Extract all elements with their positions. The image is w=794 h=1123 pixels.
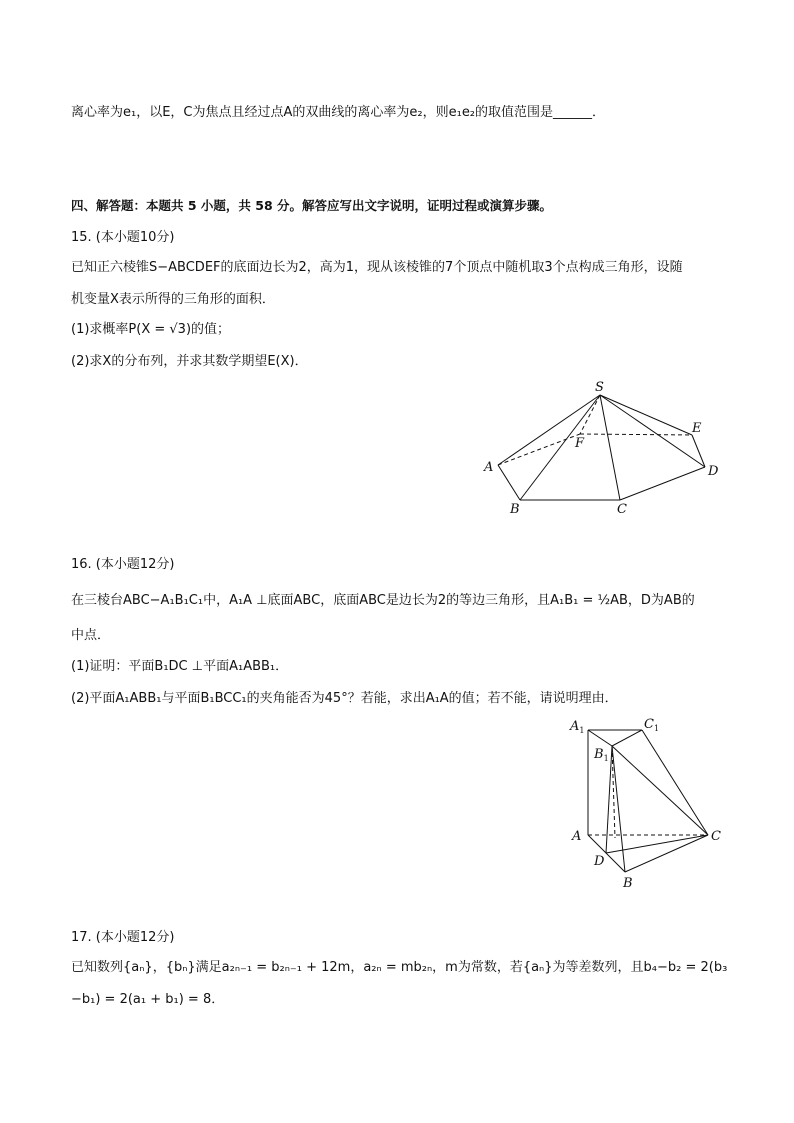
q17-stem-line1: 已知数列{aₙ}，{bₙ}满足a₂ₙ₋₁ = b₂ₙ₋₁ + 12m，a₂ₙ = mb₂ₙ，m为常数，若{aₙ}为等差数列，且b₄−b₂ = 2(b₃ — [71, 960, 728, 975]
vertex-label-C1: $C_1$ — [644, 717, 660, 733]
vertex-label-A: A — [572, 829, 582, 844]
vertex-label-F: F — [575, 436, 585, 451]
vertex-label-B: B — [623, 876, 633, 891]
q16-stem-line1: 在三棱台ABC−A₁B₁C₁中，A₁A ⊥底面ABC，底面ABC是边长为2的等边三角形，且A₁B₁ = ½AB，D为AB的 — [71, 593, 695, 608]
q17-header: 17. (本小题12分) — [71, 930, 175, 945]
q15-header: 15. (本小题10分) — [71, 230, 175, 245]
q15-part1: (1)求概率P(X = √3)的值； — [71, 322, 231, 337]
hexagonal-pyramid-figure — [470, 375, 730, 525]
vertex-label-A: A — [484, 460, 494, 475]
q15-stem-line2: 机变量X表示所得的三角形的面积． — [71, 292, 275, 307]
q16-stem-line2: 中点． — [71, 628, 111, 643]
q15-stem-line1: 已知正六棱锥S−ABCDEF的底面边长为2，高为1，现从该棱锥的7个顶点中随机取3个点构成三角形，设随 — [71, 260, 683, 275]
vertex-label-A1: $A_1$ — [570, 719, 585, 735]
vertex-label-B: B — [510, 502, 520, 517]
q14-tail-text: 离心率为e₁，以E，C为焦点且经过点A的双曲线的离心率为e₂，则e₁e₂的取值范围是______． — [71, 105, 606, 120]
q16-part2: (2)平面A₁ABB₁与平面B₁BCC₁的夹角能否为45°？若能，求出A₁A的值；若不能，请说明理由． — [71, 691, 618, 706]
section-heading: 四、解答题：本题共 5 小题，共 58 分。解答应写出文字说明，证明过程或演算步骤。 — [71, 198, 553, 213]
vertex-label-D: D — [708, 464, 719, 479]
q17-stem-line2: −b₁) = 2(a₁ + b₁) = 8． — [71, 992, 225, 1007]
q15-part2: (2)求X的分布列，并求其数学期望E(X)． — [71, 354, 308, 369]
triangular-frustum-figure — [560, 710, 730, 895]
q16-part1: (1)证明：平面B₁DC ⊥平面A₁ABB₁． — [71, 659, 289, 674]
vertex-label-C: C — [711, 829, 721, 844]
vertex-label-C: C — [617, 502, 627, 517]
vertex-label-B1: $B_1$ — [594, 747, 609, 763]
vertex-label-E: E — [692, 421, 702, 436]
vertex-label-S: S — [595, 380, 604, 395]
q16-header: 16. (本小题12分) — [71, 557, 175, 572]
vertex-label-D: D — [594, 854, 605, 869]
